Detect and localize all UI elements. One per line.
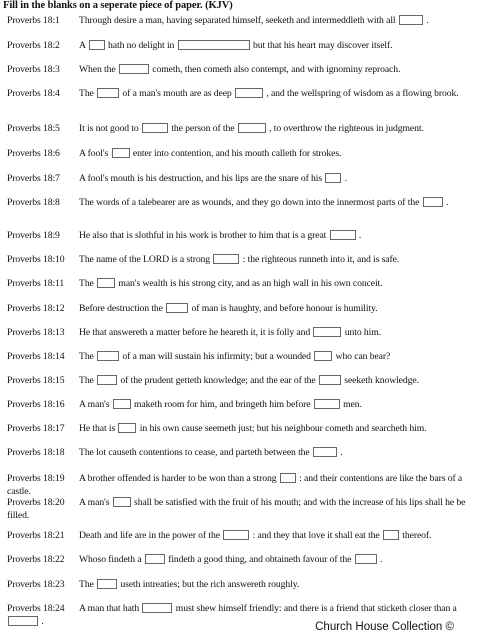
verse-row bbox=[7, 277, 485, 290]
answer-blank[interactable] bbox=[238, 123, 266, 133]
verse-text: Through desire a man, having separated himself, seeketh and intermeddleth with all bbox=[79, 15, 396, 26]
answer-blank[interactable] bbox=[112, 148, 130, 158]
verse-row bbox=[7, 14, 485, 27]
verse-row bbox=[7, 302, 485, 315]
answer-blank[interactable] bbox=[113, 399, 131, 409]
verse-reference: Proverbs 18:17 bbox=[7, 423, 65, 434]
answer-blank[interactable] bbox=[235, 88, 263, 98]
verse-text: cometh, then cometh also contempt, and with ignominy reproach. bbox=[152, 64, 401, 75]
verse-text: seeketh knowledge. bbox=[344, 375, 419, 386]
verse-row bbox=[7, 326, 485, 339]
verse-row bbox=[7, 553, 485, 566]
verse-row bbox=[7, 122, 485, 135]
answer-blank[interactable] bbox=[113, 497, 131, 507]
verse-text: : the righteous runneth into it, and is safe. bbox=[242, 254, 400, 265]
verse-text: The bbox=[79, 375, 94, 386]
verse-row bbox=[7, 63, 485, 76]
verse-text: The bbox=[79, 88, 94, 99]
verse-text: . bbox=[380, 554, 383, 565]
verse-reference: Proverbs 18:16 bbox=[7, 399, 65, 410]
verse-text: The bbox=[79, 579, 94, 590]
verse-row bbox=[7, 87, 485, 100]
verse-reference: Proverbs 18:2 bbox=[7, 40, 60, 51]
verse-text: , to overthrow the righteous in judgment. bbox=[269, 123, 424, 134]
verse-row bbox=[7, 422, 485, 435]
answer-blank[interactable] bbox=[166, 303, 188, 313]
answer-blank[interactable] bbox=[8, 616, 38, 626]
verse-row bbox=[7, 374, 485, 387]
verse-text: A fool's mouth is his destruction, and his lips are the snare of his bbox=[79, 173, 323, 184]
answer-blank[interactable] bbox=[142, 123, 168, 133]
answer-blank[interactable] bbox=[89, 40, 105, 50]
verse-row bbox=[7, 398, 485, 411]
verse-row bbox=[7, 350, 485, 363]
answer-blank[interactable] bbox=[355, 554, 377, 564]
answer-blank[interactable] bbox=[399, 15, 423, 25]
answer-blank[interactable] bbox=[223, 530, 249, 540]
verse-reference: Proverbs 18:10 bbox=[7, 254, 65, 265]
verse-text: A bbox=[79, 40, 86, 51]
answer-blank[interactable] bbox=[325, 173, 341, 183]
verse-reference: Proverbs 18:6 bbox=[7, 148, 60, 159]
verse-row bbox=[7, 446, 485, 459]
worksheet-title: Fill in the blanks on a seperate piece of paper. (KJV) bbox=[3, 0, 233, 11]
verse-text: , and the wellspring of wisdom as a flowing brook. bbox=[266, 88, 459, 99]
verse-text: . bbox=[41, 616, 44, 627]
verse-row bbox=[7, 172, 485, 185]
verse-text: findeth a good thing, and obtaineth favour of the bbox=[168, 554, 352, 565]
verse-text: . bbox=[445, 197, 449, 208]
answer-blank[interactable] bbox=[97, 278, 115, 288]
verse-row bbox=[7, 147, 485, 160]
answer-blank[interactable] bbox=[119, 64, 149, 74]
verse-text: Death and life are in the power of the bbox=[79, 530, 220, 541]
verse-text: the person of the bbox=[171, 123, 235, 134]
verse-text: Before destruction the bbox=[79, 303, 163, 314]
verse-text: The words of a talebearer are as wounds, and they go down into the innermost parts of the bbox=[79, 197, 420, 208]
answer-blank[interactable] bbox=[423, 197, 443, 207]
verse-reference: Proverbs 18:13 bbox=[7, 327, 65, 338]
answer-blank[interactable] bbox=[383, 530, 399, 540]
verse-text: of a man will sustain his infirmity; but a wounded bbox=[122, 351, 311, 362]
verse-text: in his own cause seemeth just; but his neighbour cometh and searcheth him. bbox=[139, 423, 427, 434]
verse-reference: Proverbs 18:14 bbox=[7, 351, 65, 362]
answer-blank[interactable] bbox=[97, 375, 117, 385]
footer-credit: Church House Collection © bbox=[315, 621, 454, 633]
verse-reference: Proverbs 18:20 bbox=[7, 497, 65, 508]
verse-reference: Proverbs 18:1 bbox=[7, 15, 60, 26]
verse-text: A man's bbox=[79, 399, 110, 410]
verse-row bbox=[7, 578, 485, 591]
verse-row bbox=[7, 253, 485, 266]
verse-reference: Proverbs 18:7 bbox=[7, 173, 60, 184]
verse-text: thereof. bbox=[402, 530, 432, 541]
verse-text: When the bbox=[79, 64, 116, 75]
answer-blank[interactable] bbox=[97, 88, 119, 98]
verse-reference: Proverbs 18:23 bbox=[7, 579, 65, 590]
verse-reference: Proverbs 18:22 bbox=[7, 554, 65, 565]
answer-blank[interactable] bbox=[142, 603, 172, 613]
verse-reference: Proverbs 18:15 bbox=[7, 375, 65, 386]
verse-row bbox=[7, 529, 485, 542]
verse-row bbox=[7, 229, 485, 242]
verse-text: man's wealth is his strong city, and as an high wall in his own conceit. bbox=[118, 278, 383, 289]
verse-text: of the prudent getteth knowledge; and the ear of the bbox=[120, 375, 316, 386]
answer-blank[interactable] bbox=[178, 40, 250, 50]
answer-blank[interactable] bbox=[313, 447, 337, 457]
verse-text: : and their contentions are like the bars of a castle. bbox=[7, 473, 463, 497]
verse-text: . bbox=[344, 173, 348, 184]
answer-blank[interactable] bbox=[145, 554, 165, 564]
verse-text: men. bbox=[343, 399, 362, 410]
verse-text: He that is bbox=[79, 423, 116, 434]
verse-text: A brother offended is harder to be won than a strong bbox=[79, 473, 277, 484]
verse-text: It is not good to bbox=[79, 123, 139, 134]
verse-text: . bbox=[426, 15, 429, 26]
verse-text: who can bear? bbox=[335, 351, 391, 362]
verse-text: enter into contention, and his mouth calleth for strokes. bbox=[132, 148, 342, 159]
verse-text: of a man's mouth are as deep bbox=[122, 88, 232, 99]
verse-reference: Proverbs 18:18 bbox=[7, 447, 65, 458]
answer-blank[interactable] bbox=[97, 351, 119, 361]
verse-row bbox=[7, 496, 485, 522]
answer-blank[interactable] bbox=[319, 375, 341, 385]
verse-row bbox=[7, 472, 485, 498]
verse-text: Whoso findeth a bbox=[79, 554, 142, 565]
verse-reference: Proverbs 18:3 bbox=[7, 64, 60, 75]
verse-reference: Proverbs 18:11 bbox=[7, 278, 65, 289]
verse-text: but that his heart may discover itself. bbox=[252, 40, 393, 51]
verse-reference: Proverbs 18:21 bbox=[7, 530, 65, 541]
answer-blank[interactable] bbox=[118, 423, 136, 433]
verse-text: : and they that love it shall eat the bbox=[252, 530, 380, 541]
verse-reference: Proverbs 18:9 bbox=[7, 230, 60, 241]
verse-text: A man that hath bbox=[79, 603, 140, 614]
verse-row bbox=[7, 39, 485, 52]
answer-blank[interactable] bbox=[280, 473, 296, 483]
verse-reference: Proverbs 18:19 bbox=[7, 473, 65, 484]
verse-text: unto him. bbox=[344, 327, 382, 338]
verse-text: . bbox=[340, 447, 343, 458]
verse-text: He that answereth a matter before he heareth it, it is folly and bbox=[79, 327, 311, 338]
verse-reference: Proverbs 18:24 bbox=[7, 603, 65, 614]
verse-text: The name of the LORD is a strong bbox=[79, 254, 211, 265]
answer-blank[interactable] bbox=[314, 351, 332, 361]
verse-text: The bbox=[79, 351, 94, 362]
verse-text: A man's bbox=[79, 497, 110, 508]
answer-blank[interactable] bbox=[213, 254, 239, 264]
verse-reference: Proverbs 18:8 bbox=[7, 197, 60, 208]
verse-text: maketh room for him, and bringeth him before bbox=[134, 399, 311, 410]
verse-row bbox=[7, 196, 485, 209]
answer-blank[interactable] bbox=[330, 230, 356, 240]
verse-reference: Proverbs 18:5 bbox=[7, 123, 60, 134]
verse-reference: Proverbs 18:4 bbox=[7, 88, 60, 99]
verse-text: The bbox=[79, 278, 94, 289]
verse-text: useth intreaties; but the rich answereth roughly. bbox=[120, 579, 300, 590]
verse-text: of man is haughty, and before honour is humility. bbox=[191, 303, 378, 314]
verse-text: . bbox=[358, 230, 362, 241]
answer-blank[interactable] bbox=[313, 327, 341, 337]
verse-text: hath no delight in bbox=[108, 40, 175, 51]
verse-text: shall be satisfied with the fruit of his mouth; and with the increase of his lips shall he be filled. bbox=[7, 497, 466, 521]
verse-text: The lot causeth contentions to cease, and parteth between the bbox=[79, 447, 310, 458]
verse-text: must shew himself friendly: and there is a friend that sticketh closer than a bbox=[175, 603, 457, 614]
verse-reference: Proverbs 18:12 bbox=[7, 303, 65, 314]
answer-blank[interactable] bbox=[97, 579, 117, 589]
verse-text: A fool's bbox=[79, 148, 109, 159]
answer-blank[interactable] bbox=[314, 399, 340, 409]
verse-text: He also that is slothful in his work is brother to him that is a great bbox=[79, 230, 327, 241]
